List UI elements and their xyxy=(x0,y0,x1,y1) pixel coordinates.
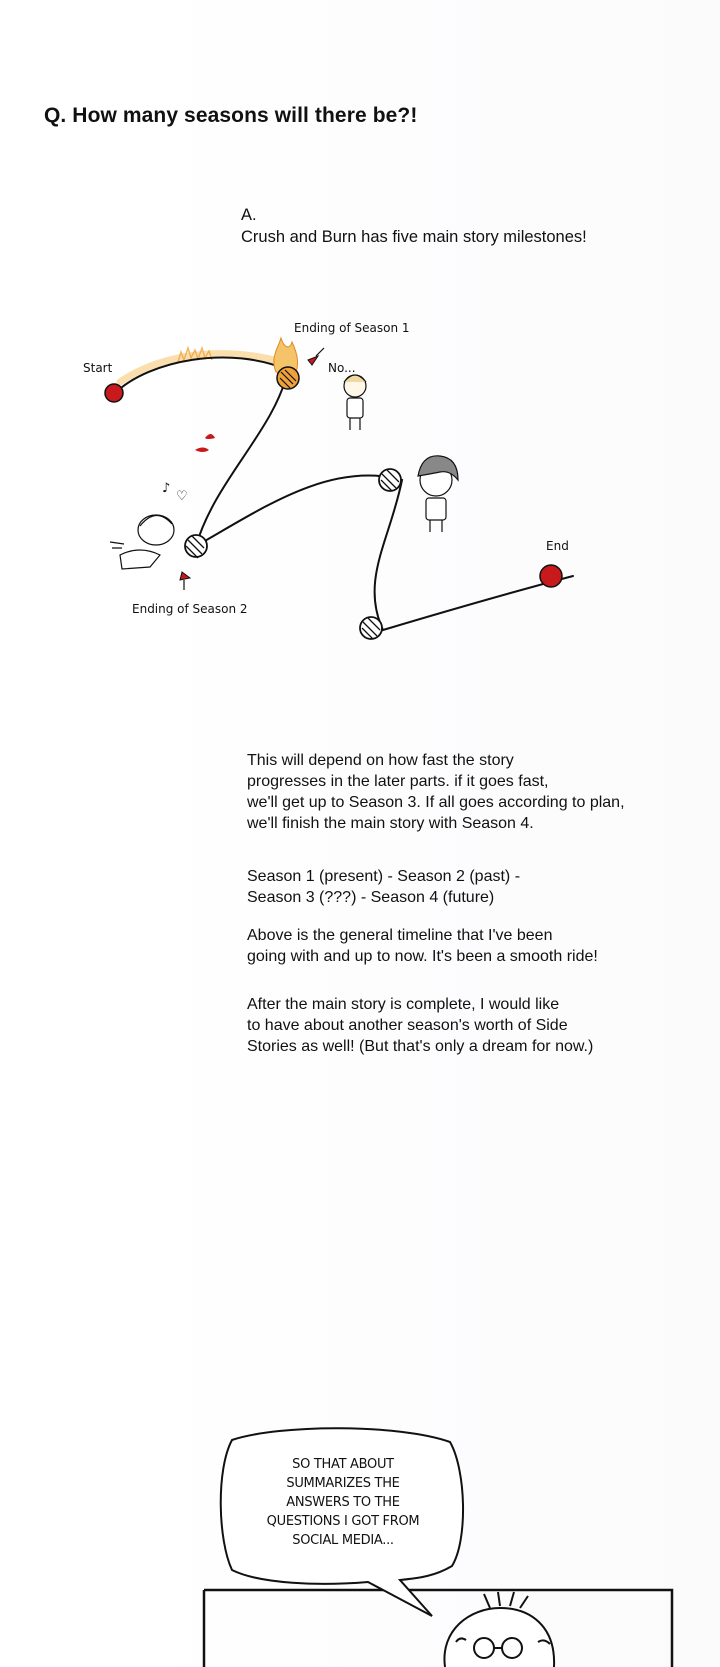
character-dark-hair xyxy=(418,456,458,532)
text-line: to have about another season's worth of Side xyxy=(247,1017,568,1034)
bubble-line: SO THAT ABOUT xyxy=(292,1457,394,1472)
question-heading: Q. How many seasons will there be?! xyxy=(44,104,418,127)
text-line: progresses in the later parts. if it goes fast, xyxy=(247,773,549,790)
end-milestone xyxy=(540,565,562,587)
text-line: Season 1 (present) - Season 2 (past) - xyxy=(247,868,521,885)
text-line: This will depend on how fast the story xyxy=(247,752,514,769)
bubble-line: ANSWERS TO THE xyxy=(286,1495,400,1510)
character-blond xyxy=(344,375,366,430)
character-sleeping xyxy=(110,515,174,569)
start-milestone xyxy=(105,384,123,402)
note-icon: ♪ xyxy=(162,481,171,496)
season1-milestone xyxy=(274,338,299,389)
season1-pointer xyxy=(308,356,318,365)
heart-icon: ♡ xyxy=(176,489,188,504)
timeline-illustration xyxy=(0,320,720,700)
season2-label: Ending of Season 2 xyxy=(132,602,248,616)
character-glasses xyxy=(444,1592,554,1667)
start-label: Start xyxy=(83,361,113,375)
bubble-line: SUMMARIZES THE xyxy=(286,1476,400,1491)
text-line: After the main story is complete, I would like xyxy=(247,996,560,1013)
text-line: Stories as well! (But that's only a dream for now.) xyxy=(247,1038,594,1055)
season2-pointer xyxy=(180,572,190,580)
text-line: we'll finish the main story with Season 4. xyxy=(247,815,534,832)
milestone-3 xyxy=(379,469,401,491)
answer-label: A. xyxy=(241,206,257,224)
answer-block xyxy=(241,204,587,248)
paragraph-pacing xyxy=(247,750,625,834)
no-label: No... xyxy=(328,361,356,375)
paragraph-side-stories xyxy=(247,994,593,1057)
comic-panel xyxy=(0,1420,720,1667)
red-mark xyxy=(195,434,215,452)
panel-frame xyxy=(204,1590,672,1667)
end-label: End xyxy=(546,539,569,553)
paragraph-seasons xyxy=(247,866,520,908)
paragraph-timeline xyxy=(247,925,598,967)
bubble-line: QUESTIONS I GOT FROM xyxy=(266,1514,420,1529)
text-line: we'll get up to Season 3. If all goes according to plan, xyxy=(247,794,625,811)
milestone-4 xyxy=(360,617,382,639)
season2-milestone xyxy=(185,535,207,558)
text-line: Above is the general timeline that I've been xyxy=(247,927,553,944)
answer-intro: Crush and Burn has five main story milestones! xyxy=(241,228,587,246)
text-line: going with and up to now. It's been a smooth ride! xyxy=(247,948,598,965)
text-line: Season 3 (???) - Season 4 (future) xyxy=(247,889,495,906)
bubble-line: SOCIAL MEDIA... xyxy=(292,1533,394,1548)
season1-label: Ending of Season 1 xyxy=(294,321,410,335)
